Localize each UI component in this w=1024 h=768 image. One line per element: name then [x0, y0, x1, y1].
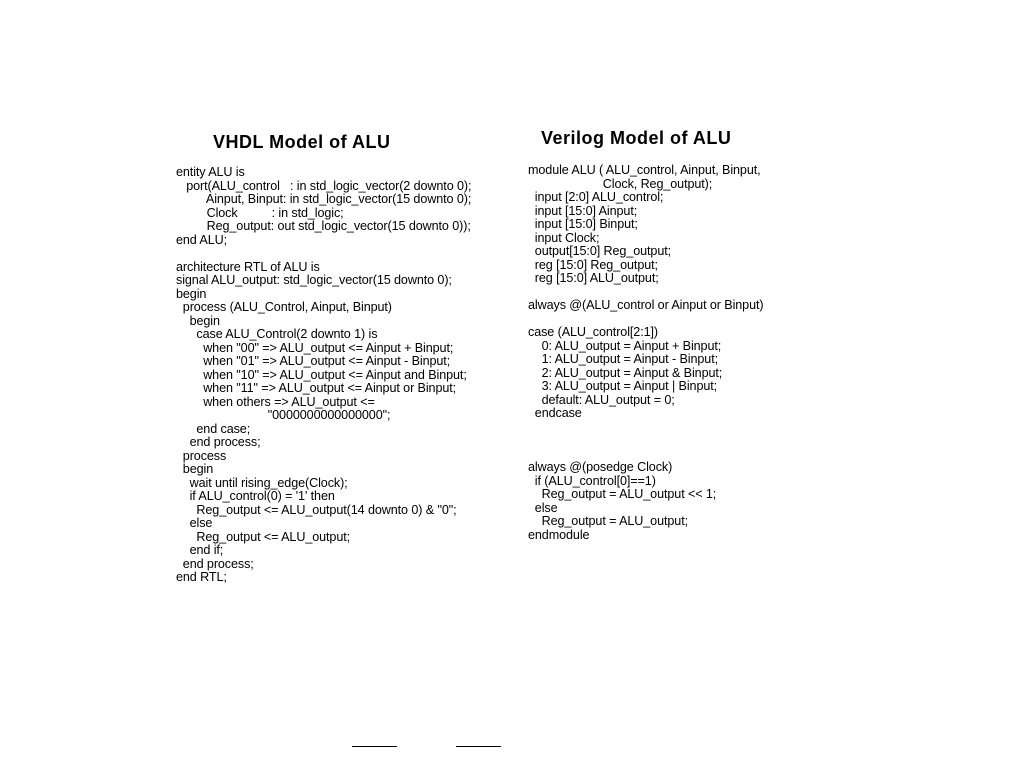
vhdl-code-line: Reg_output <= ALU_output(14 downto 0) & "0";: [176, 502, 457, 517]
verilog-code-line: else: [528, 500, 558, 515]
vhdl-code-line: begin: [176, 313, 220, 328]
verilog-code-line: Clock, Reg_output);: [528, 176, 713, 191]
vhdl-code-line: begin: [176, 462, 214, 476]
verilog-code-line: endmodule: [528, 527, 590, 542]
verilog-code-line: endcase: [528, 406, 582, 420]
footer-rule-left: [352, 746, 397, 747]
vhdl-code-line: end if;: [176, 543, 224, 557]
vhdl-code-line: Reg_output <= ALU_output;: [176, 529, 351, 544]
vhdl-code-line: end RTL;: [176, 570, 227, 584]
vhdl-code-line: wait until rising_edge(Clock);: [176, 475, 348, 490]
vhdl-code-block: [176, 166, 536, 585]
vhdl-code-line: signal ALU_output: std_logic_vector(15 downto 0);: [176, 273, 452, 287]
verilog-code-line: [528, 313, 908, 327]
vhdl-code-line: process: [176, 448, 227, 463]
vhdl-code-line: process (ALU_Control, Ainput, Binput): [176, 300, 392, 314]
verilog-code-line: output[15:0] Reg_output;: [528, 244, 672, 258]
footer-rule-right: [456, 746, 501, 747]
vhdl-code-line: when "01" => ALU_output <= Ainput - Binput;: [176, 354, 451, 368]
vhdl-code-line: [176, 247, 536, 261]
verilog-code-line: [528, 286, 908, 300]
verilog-code-line: 1: ALU_output = Ainput - Binput;: [528, 352, 718, 366]
vhdl-code-line: if ALU_control(0) = '1' then: [176, 489, 335, 503]
vhdl-code-line: entity ALU is: [176, 165, 245, 179]
verilog-code-line: 2: ALU_output = Ainput & Binput;: [528, 365, 723, 380]
verilog-code-line: Reg_output = ALU_output << 1;: [528, 487, 717, 501]
verilog-code-line: 3: ALU_output = Ainput | Binput;: [528, 379, 718, 393]
vhdl-code-line: when "10" => ALU_output <= Ainput and Binput;: [176, 367, 467, 382]
verilog-code-line: [528, 434, 908, 448]
verilog-title: Verilog Model of ALU: [541, 128, 732, 148]
vhdl-code-line: end case;: [176, 421, 251, 436]
verilog-code-line: Reg_output = ALU_output;: [528, 514, 688, 528]
verilog-code-line: reg [15:0] Reg_output;: [528, 257, 658, 272]
vhdl-code-line: Reg_output: out std_logic_vector(15 downto 0));: [176, 219, 471, 233]
verilog-code-line: default: ALU_output = 0;: [528, 392, 675, 407]
vhdl-code-line: end ALU;: [176, 232, 228, 247]
vhdl-code-line: when "11" => ALU_output <= Ainput or Binput;: [176, 381, 457, 395]
vhdl-code-line: when "00" => ALU_output <= Ainput + Binput;: [176, 340, 454, 355]
verilog-code-line: input [15:0] Binput;: [528, 217, 638, 231]
vhdl-code-line: begin: [176, 286, 207, 301]
vhdl-title: VHDL Model of ALU: [213, 132, 391, 152]
vhdl-code-line: else: [176, 516, 213, 530]
vhdl-code-line: port(ALU_control : in std_logic_vector(2 downto 0);: [176, 178, 472, 193]
verilog-code-line: always @(posedge Clock): [528, 460, 673, 474]
vhdl-code-line: end process;: [176, 556, 254, 571]
verilog-code-line: [528, 421, 908, 435]
vhdl-code-line: Clock : in std_logic;: [176, 205, 344, 220]
verilog-code-line: [528, 448, 908, 462]
vhdl-code-line: "0000000000000000";: [176, 408, 391, 422]
verilog-code-line: case (ALU_control[2:1]): [528, 325, 658, 339]
vhdl-code-line: Ainput, Binput: in std_logic_vector(15 downto 0);: [176, 192, 472, 206]
vhdl-code-line: end process;: [176, 435, 261, 449]
verilog-code-line: if (ALU_control[0]==1): [528, 473, 656, 488]
vhdl-code-line: case ALU_Control(2 downto 1) is: [176, 327, 378, 341]
verilog-code-line: input [2:0] ALU_control;: [528, 190, 664, 204]
verilog-code-line: always @(ALU_control or Ainput or Binput): [528, 298, 764, 312]
verilog-code-line: reg [15:0] ALU_output;: [528, 271, 659, 285]
verilog-code-line: input Clock;: [528, 230, 600, 245]
verilog-code-line: 0: ALU_output = Ainput + Binput;: [528, 338, 722, 353]
vhdl-code-line: architecture RTL of ALU is: [176, 259, 320, 274]
verilog-code-line: input [15:0] Ainput;: [528, 203, 638, 218]
verilog-code-block: [528, 164, 908, 542]
vhdl-code-line: when others => ALU_output <=: [176, 394, 375, 409]
verilog-code-line: module ALU ( ALU_control, Ainput, Binput,: [528, 163, 761, 177]
